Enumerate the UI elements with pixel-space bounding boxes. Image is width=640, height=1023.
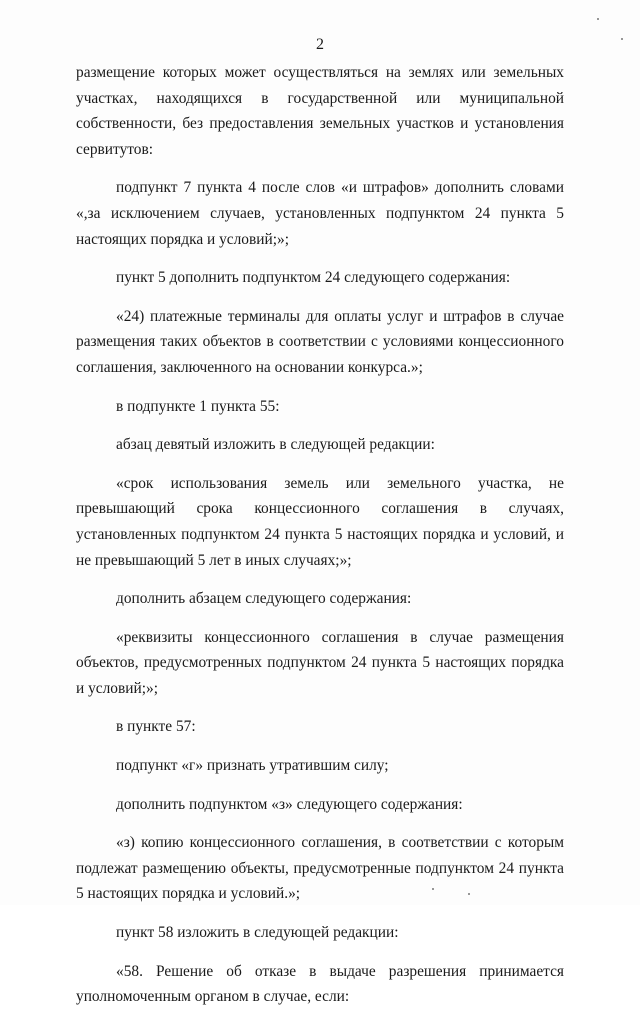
scan-speck <box>621 38 623 40</box>
paragraph: в подпункте 1 пункта 55: <box>116 397 280 415</box>
paragraph: дополнить абзацем следующего содержания: <box>116 590 412 608</box>
paragraph: размещение которых может осуществляться на землях или земельных участках, находящихся в государственной или муниципальной собственности, без предоставления земельных участков и установления сервитутов: <box>76 64 564 158</box>
scan-speck <box>432 888 434 890</box>
paragraph: подпункт 7 пункта 4 после слов «и штрафов» дополнить словами «,за исключением случаев, установленных подпунктом 24 пункта 5 настоящих порядка и условий;»; <box>76 179 564 248</box>
paragraph: подпункт «г» признать утратившим силу; <box>116 757 389 775</box>
paragraph: пункт 5 дополнить подпунктом 24 следующего содержания: <box>116 269 511 287</box>
paragraph: «реквизиты концессионного соглашения в случае размещения объектов, предусмотренных подпунктом 24 пункта 5 настоящих порядка и условий;»; <box>76 628 564 697</box>
paragraph: «58. Решение об отказе в выдаче разрешения принимается уполномоченным органом в случае, если: <box>76 962 564 1006</box>
scan-speck <box>597 18 599 20</box>
paragraph: абзац девятый изложить в следующей редакции: <box>116 436 435 454</box>
page-number: 2 <box>316 36 324 53</box>
paragraph: дополнить подпунктом «з» следующего содержания: <box>116 795 463 813</box>
paragraph: «24) платежные терминалы для оплаты услуг и штрафов в случае размещения таких объектов в соответствии с условиями концессионного соглашения, заключенного на основании конкурса.»; <box>76 307 564 376</box>
paragraph: пункт 58 изложить в следующей редакции: <box>116 924 399 942</box>
body-text <box>76 60 564 1023</box>
paragraph: в пункте 57: <box>116 718 196 736</box>
paragraph: «з) копию концессионного соглашения, в соответствии с которым подлежат размещению объекты, предусмотренные подпунктом 24 пункта 5 настоящих порядка и условий.»; <box>76 834 564 903</box>
paragraph: «срок использования земель или земельного участка, не превышающий срока концессионного соглашения в случаях, установленных подпунктом 24 пункта 5 настоящих порядка и условий, и не превышающий 5 лет в иных случаях;»; <box>76 474 564 569</box>
scan-speck <box>468 893 470 895</box>
